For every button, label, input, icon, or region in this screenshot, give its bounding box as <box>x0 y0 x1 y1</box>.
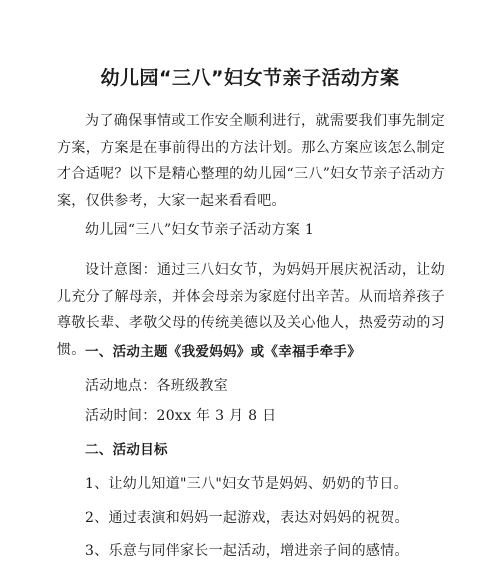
intro-paragraph: 为了确保事情或工作安全顺利进行，就需要我们事先制定方案，方案是在事前得出的方法计划。那么方案应该怎么制定才合适呢？以下是精心整理的幼儿园“三八”妇女节亲子活动方案，仅供参考，大家一起来看看吧。 <box>57 113 445 209</box>
goal-item: 1、让幼儿知道"三八"妇女节是妈妈、奶奶的节日。 <box>85 476 408 492</box>
design-intent-paragraph: 设计意图：通过三八妇女节，为妈妈开展庆祝活动，让幼儿充分了解母亲，并体会母亲为家庭付出辛苦。从而培养孩子尊敬长辈、孝敬父母的传统美德以及关心他人，热爱劳动的习惯。 <box>57 262 445 358</box>
goal-item: 2、通过表演和妈妈一起游戏，表达对妈妈的祝贺。 <box>85 510 409 526</box>
goal-item: 3、乐意与同伴家长一起活动，增进亲子间的感情。 <box>85 543 409 559</box>
plan-subtitle: 幼儿园“三八”妇女节亲子活动方案 1 <box>85 222 315 238</box>
document-title: 幼儿园“三八”妇女节亲子活动方案 <box>100 67 400 89</box>
activity-time: 活动时间：20xx 年 3 月 8 日 <box>85 408 277 424</box>
section-heading-theme: 一、活动主题《我爱妈妈》或《幸福手牵手》 <box>85 344 361 360</box>
activity-location: 活动地点：各班级教室 <box>85 378 228 394</box>
section-heading-goals: 二、活动目标 <box>85 442 168 458</box>
